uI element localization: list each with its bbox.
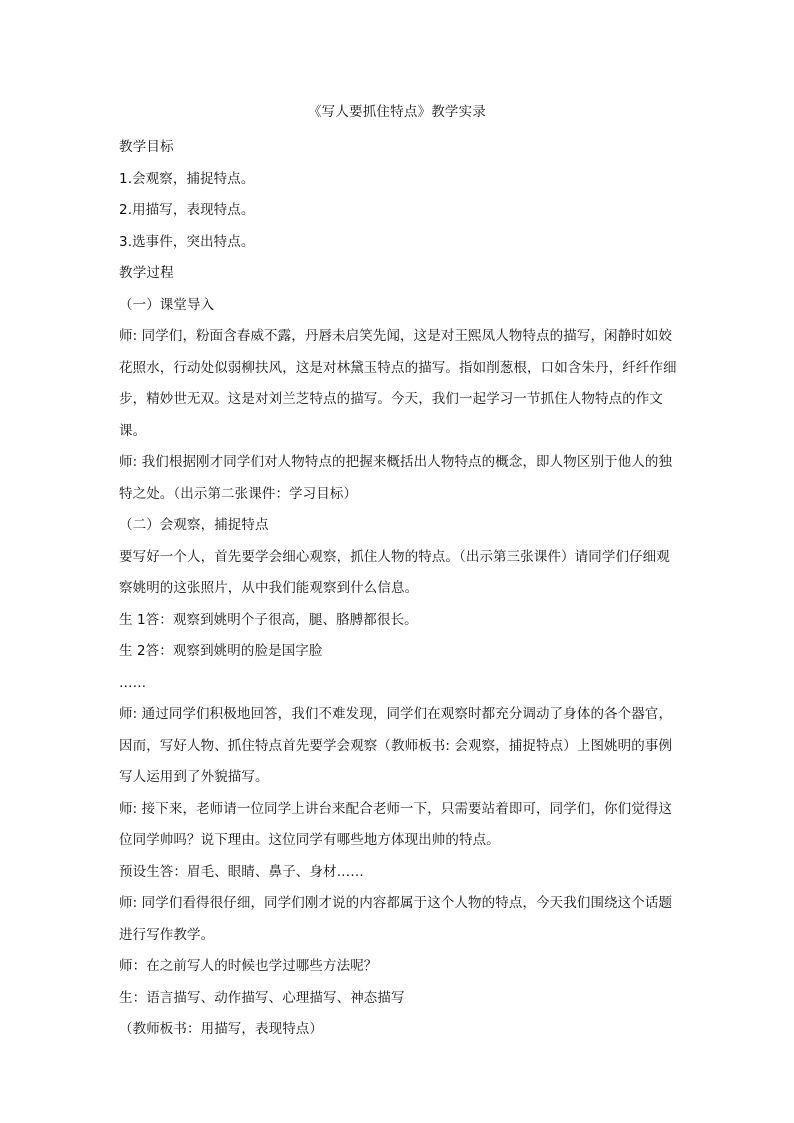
objective-item: 3.选事件，突出特点。 (119, 233, 255, 250)
paragraph: 生 2答：观察到姚明的脸是国字脸 (119, 643, 323, 659)
subsection-heading-observe: （二）会观察，捕捉特点 (119, 517, 269, 533)
document-title: 《写人要抓住特点》教学实录 (307, 104, 487, 120)
objective-item: 1.会观察，捕捉特点。 (119, 170, 255, 187)
objective-item: 2.用描写，表现特点。 (119, 202, 255, 218)
document-body (119, 132, 679, 1046)
paragraph: 预设生答：眉毛、眼睛、鼻子、身材…… (119, 863, 364, 880)
paragraph: 师: 同学们，粉面含春威不露，丹唇未启笑先闻，这是对王熙凤人物特点的描写，闲静时如姣花照水，行动处似弱柳扶风，这是对林黛玉特点的描写。指如削葱根，口如含朱丹，纤纤作细步，精妙世无双。这是对刘兰芝特点的描写。今天，我们一起学习一节抓住人物特点的作文课。 (119, 328, 677, 439)
paragraph: 师: 我们根据刚才同学们对人物特点的把握来概括出人物特点的概念，即人物区别于他人的独特之处。（出示第二张课件：学习目标） (119, 454, 673, 502)
paragraph: 师: 接下来，老师请一位同学上讲台来配合老师一下，只需要站着即可，同学们，你们觉得这位同学帅吗？说下理由。这位同学有哪些地方体现出帅的特点。 (119, 800, 673, 848)
paragraph: 师：在之前写人的时候也学过哪些方法呢？ (119, 958, 378, 974)
paragraph: 师: 通过同学们积极地回答，我们不难发现，同学们在观察时都充分调动了身体的各个器官，因而，写好人物、抓住特点首先要学会观察（教师板书: 会观察，捕捉特点）上图姚明的事例写人运用到了外貌描写。 (119, 706, 673, 785)
paragraph: 师: 同学们看得很仔细，同学们刚才说的内容都属于这个人物的特点，今天我们围绕这个话题进行写作教学。 (119, 895, 673, 943)
paragraph: 要写好一个人，首先要学会细心观察，抓住人物的特点。（出示第三张课件）请同学们仔细观察姚明的这张照片，从中我们能观察到什么信息。 (119, 548, 670, 596)
subsection-heading-intro: （一）课堂导入 (119, 296, 215, 313)
paragraph: （教师板书：用描写，表现特点） (119, 1021, 323, 1037)
section-heading-process: 教学过程 (119, 265, 174, 281)
ellipsis-line: …… (119, 674, 147, 691)
section-heading-objectives: 教学目标 (119, 139, 174, 155)
paragraph: 生 1答：观察到姚明个子很高，腿、胳膊都很长。 (119, 611, 418, 628)
paragraph: 生：语言描写、动作描写、心理描写、神态描写 (119, 989, 405, 1006)
